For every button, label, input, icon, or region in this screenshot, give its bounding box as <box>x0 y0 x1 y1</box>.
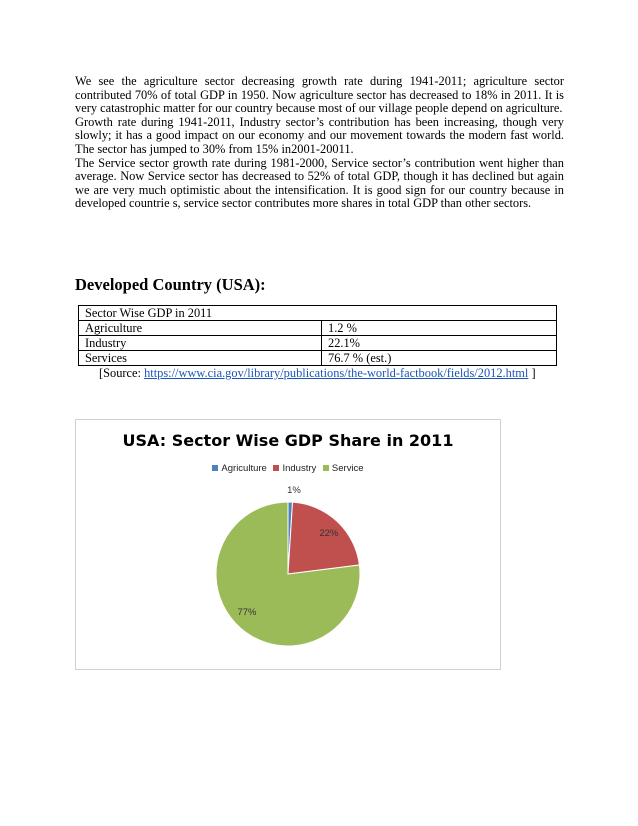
source-citation <box>99 366 536 381</box>
table-cell-value: 22.1% <box>322 336 557 351</box>
source-prefix: [Source: <box>99 366 145 380</box>
gdp-table <box>78 305 557 366</box>
legend-label: Service <box>331 463 364 474</box>
source-link[interactable]: https://www.cia.gov/library/publications/the-world-factbook/fields/2012.html <box>144 366 529 380</box>
pie-plot <box>76 420 500 669</box>
paragraph-agriculture: We see the agriculture sector decreasing growth rate during 1941-2011; agriculture sector contributed 70% of total GDP in 1950. Now agriculture sector has decreased to 18% in 2011. It is very catastrophic matter for our country because most of our village people depend on agriculture. <box>75 74 564 116</box>
table-row <box>79 336 557 351</box>
source-suffix: ] <box>528 366 536 380</box>
table-cell-value: 76.7 % (est.) <box>322 351 557 366</box>
pie-chart <box>75 419 501 670</box>
table-row <box>79 321 557 336</box>
table-cell-sector: Agriculture <box>79 321 322 336</box>
chart-title: USA: Sector Wise GDP Share in 2011 <box>122 431 454 450</box>
data-label-industry: 22% <box>319 528 339 539</box>
data-label-agriculture: 1% <box>287 485 301 496</box>
table-title: Sector Wise GDP in 2011 <box>79 306 557 321</box>
table-cell-value: 1.2 % <box>322 321 557 336</box>
paragraph-service: The Service sector growth rate during 1981-2000, Service sector’s contribution went higher than average. Now Service sector has decreased to 52% of total GDP, though it has declined but again we are very much optimistic about the intensification. It is good sign for our country because in developed countrie s, service sector contributes more shares in total GDP than other sectors. <box>75 155 564 211</box>
body-text <box>75 75 564 211</box>
data-label-service: 77% <box>237 607 257 618</box>
section-heading: Developed Country (USA): <box>75 275 266 294</box>
table-cell-sector: Industry <box>79 336 322 351</box>
table-cell-sector: Services <box>79 351 322 366</box>
legend-label: Agriculture <box>221 463 267 474</box>
paragraph-industry: Growth rate during 1941-2011, Industry sector’s contribution has been increasing, though very slowly; it has a good impact on our economy and our movement towards the modern fast world. The sector has jumped to 30% from 15% in2001-20011. <box>75 114 564 156</box>
table-row <box>79 351 557 366</box>
table-title-row <box>79 306 557 321</box>
legend-label: Industry <box>282 463 317 474</box>
